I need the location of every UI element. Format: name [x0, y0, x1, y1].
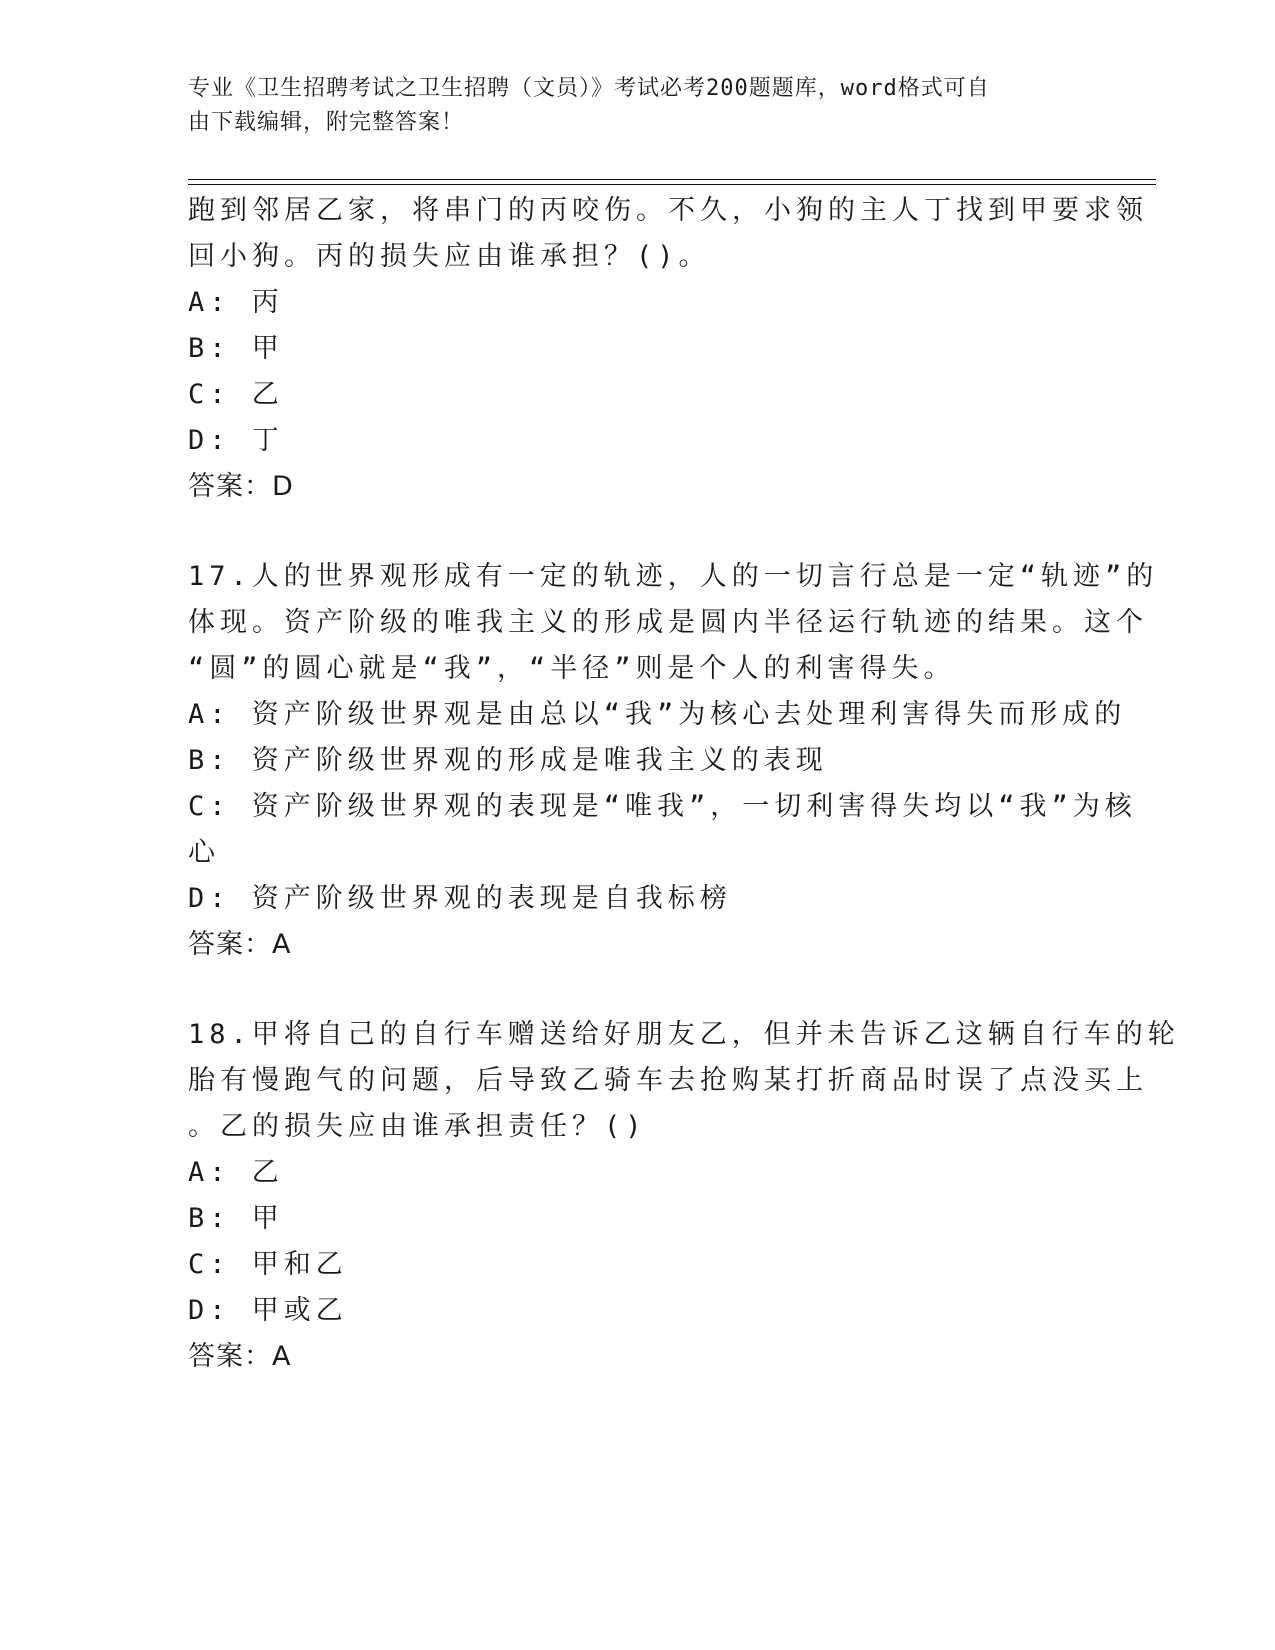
- question-16: [188, 188, 1148, 510]
- question-spacer: [188, 968, 1088, 1012]
- question-16-option-d: D: 丁: [188, 425, 284, 456]
- question-18-option-c: C: 甲和乙: [188, 1249, 348, 1280]
- question-18: [188, 1012, 1180, 1380]
- question-17-option-a: A: 资产阶级世界观是由总以“我”为核心去处理利害得失而形成的: [188, 699, 1127, 730]
- question-17-text-line-1: 17.人的世界观形成有一定的轨迹，人的一切言行总是一定“轨迹”的: [188, 561, 1159, 592]
- question-16-option-c: C: 乙: [188, 379, 284, 410]
- question-16-answer: 答案：D: [188, 471, 294, 502]
- header-line-1: 专业《卫生招聘考试之卫生招聘（文员）》考试必考200题题库，word格式可自: [188, 76, 990, 101]
- question-17-option-c-line-1: C: 资产阶级世界观的表现是“唯我”，一切利害得失均以“我”为核: [188, 791, 1137, 822]
- question-18-option-b: B: 甲: [188, 1203, 284, 1234]
- question-16-text-line-2: 回小狗。丙的损失应由谁承担？()。: [188, 241, 711, 272]
- question-17-text-line-3: “圆”的圆心就是“我”，“半径”则是个人的利害得失。: [188, 653, 956, 684]
- question-16-option-b: B: 甲: [188, 333, 284, 364]
- question-18-text-line-2: 胎有慢跑气的问题，后导致乙骑车去抢购某打折商品时误了点没买上: [188, 1065, 1148, 1096]
- question-17: [188, 554, 1159, 968]
- question-18-text-line-3: 。乙的损失应由谁承担责任？(): [188, 1111, 647, 1142]
- question-18-answer: 答案：A: [188, 1341, 292, 1372]
- question-18-option-d: D: 甲或乙: [188, 1295, 348, 1326]
- question-spacer: [188, 510, 1088, 554]
- question-16-text-line-1: 跑到邻居乙家，将串门的丙咬伤。不久，小狗的主人丁找到甲要求领: [188, 195, 1148, 226]
- question-17-option-b: B: 资产阶级世界观的形成是唯我主义的表现: [188, 745, 828, 776]
- question-17-option-d: D: 资产阶级世界观的表现是自我标榜: [188, 883, 732, 914]
- question-17-answer: 答案：A: [188, 929, 292, 960]
- header-line-2: 由下载编辑，附完整答案！: [188, 110, 465, 135]
- question-18-option-a: A: 乙: [188, 1157, 284, 1188]
- header-divider-top: [188, 179, 1156, 180]
- question-17-text-line-2: 体现。资产阶级的唯我主义的形成是圆内半径运行轨迹的结果。这个: [188, 607, 1148, 638]
- question-17-option-c-line-2: 心: [188, 837, 220, 868]
- header-divider-bottom: [188, 184, 1156, 185]
- document-header: [188, 72, 1088, 140]
- question-list: [188, 188, 1180, 1380]
- question-18-text-line-1: 18.甲将自己的自行车赠送给好朋友乙，但并未告诉乙这辆自行车的轮: [188, 1019, 1180, 1050]
- question-16-option-a: A: 丙: [188, 287, 284, 318]
